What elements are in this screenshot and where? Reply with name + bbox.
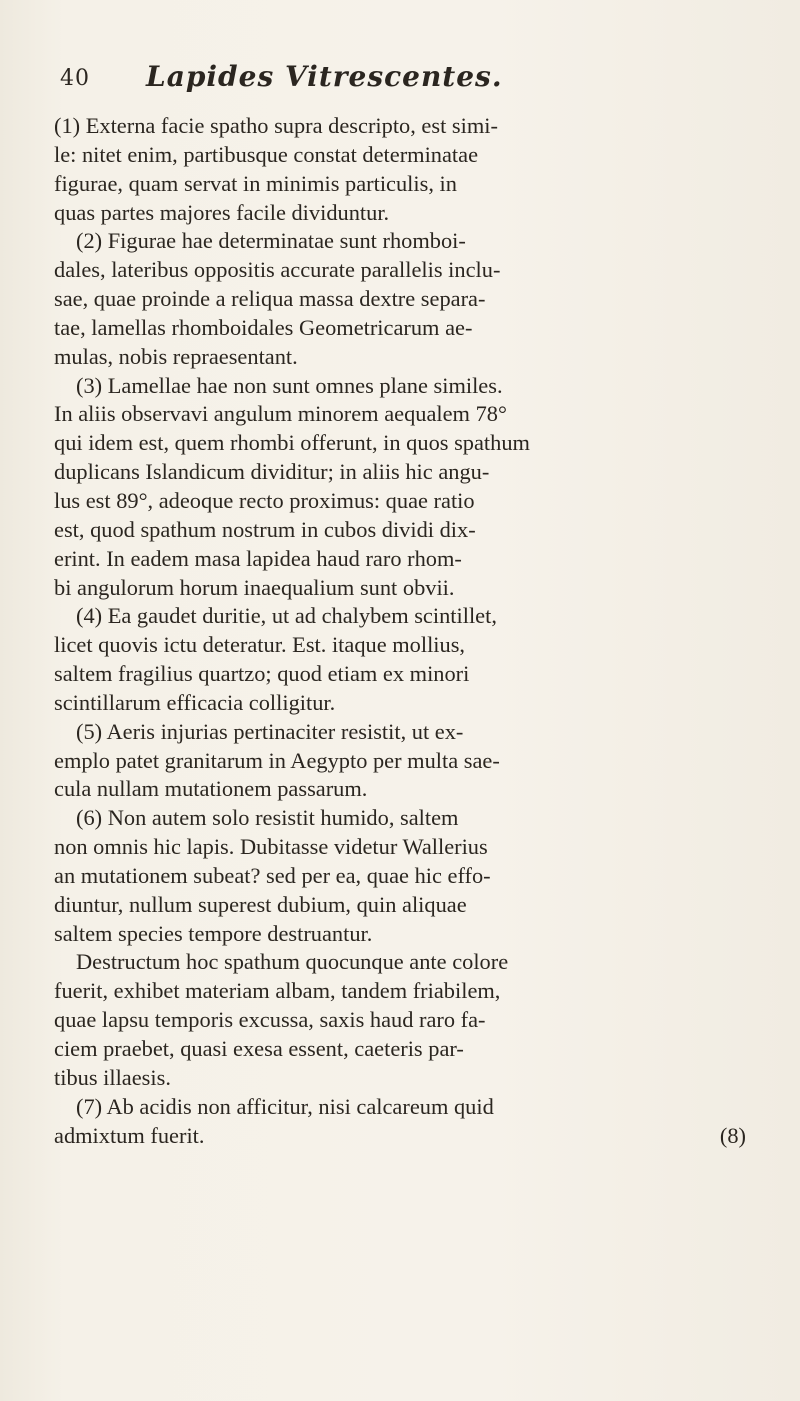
- text-line: est, quod spathum nostrum in cubos dividi dix-: [54, 516, 476, 542]
- text-line: In aliis observavi angulum minorem aequalem 78°: [54, 401, 507, 427]
- running-title: Lapides Vitrescentes.: [146, 60, 503, 93]
- text-line: ciem praebet, quasi exesa essent, caeteris par-: [54, 1036, 464, 1061]
- text-line: erint. In eadem masa lapidea haud raro rhom-: [54, 545, 462, 571]
- text-line: dales, lateribus oppositis accurate parallelis inclu-: [54, 257, 501, 283]
- text-line: Destructum hoc spathum quocunque ante colore: [76, 949, 509, 975]
- text-line: mulas, nobis repraesentant.: [54, 343, 298, 369]
- page-number: 40: [60, 66, 90, 91]
- text-line: sae, quae proinde a reliqua massa dextre separa-: [54, 286, 486, 312]
- text-line: bi angulorum horum inaequalium sunt obvii.: [54, 574, 455, 600]
- text-line: saltem fragilius quartzo; quod etiam ex minori: [54, 661, 470, 687]
- text-line: (3) Lamellae hae non sunt omnes plane similes.: [76, 372, 503, 398]
- text-line: an mutationem subeat? sed per ea, quae hic effo-: [54, 862, 491, 888]
- text-line: (5) Aeris injurias pertinaciter resistit, ut ex-: [76, 718, 464, 744]
- text-line: (6) Non autem solo resistit humido, saltem: [76, 805, 459, 831]
- text-line: qui idem est, quem rhombi offerunt, in quos spathum: [54, 430, 530, 456]
- text-line: diuntur, nullum superest dubium, quin aliquae: [54, 891, 467, 917]
- text-line: (2) Figurae hae determinatae sunt rhomboi-: [76, 228, 466, 254]
- text-line: duplicans Islandicum dividitur; in aliis hic angu-: [54, 459, 490, 485]
- body-text: [54, 112, 754, 1150]
- text-line: le: nitet enim, partibusque constat determinatae: [54, 141, 479, 167]
- text-line: cula nullam mutationem passarum.: [54, 776, 368, 802]
- text-line: scintillarum efficacia colligitur.: [54, 689, 336, 715]
- text-line: (4) Ea gaudet duritie, ut ad chalybem scintillet,: [76, 603, 497, 629]
- catchword: (8): [719, 1122, 746, 1148]
- text-line: lus est 89°, adeoque recto proximus: quae ratio: [54, 487, 475, 513]
- text-line: emplo patet granitarum in Aegypto per multa sae-: [54, 747, 500, 773]
- page-header: [60, 60, 760, 100]
- text-line-with-catchword: admixtum fuerit. (8): [54, 1122, 754, 1151]
- text-line: non omnis hic lapis. Dubitasse videtur Wallerius: [54, 834, 488, 860]
- text-line: (1) Externa facie spatho supra descripto, est simi-: [54, 113, 498, 138]
- text-line: licet quovis ictu deteratur. Est. itaque mollius,: [54, 632, 466, 658]
- text-line: figurae, quam servat in minimis particulis, in: [54, 170, 457, 196]
- text-line: tae, lamellas rhomboidales Geometricarum ae-: [54, 314, 473, 340]
- text-line: fuerit, exhibet materiam albam, tandem friabilem,: [54, 978, 501, 1004]
- text-line: quas partes majores facile dividuntur.: [54, 199, 390, 225]
- text-line: saltem species tempore destruantur.: [54, 920, 373, 946]
- text-line: tibus illaesis.: [54, 1064, 171, 1090]
- text-line: quae lapsu temporis excussa, saxis haud raro fa-: [54, 1007, 486, 1033]
- text-line: (7) Ab acidis non afficitur, nisi calcareum quid: [76, 1093, 494, 1119]
